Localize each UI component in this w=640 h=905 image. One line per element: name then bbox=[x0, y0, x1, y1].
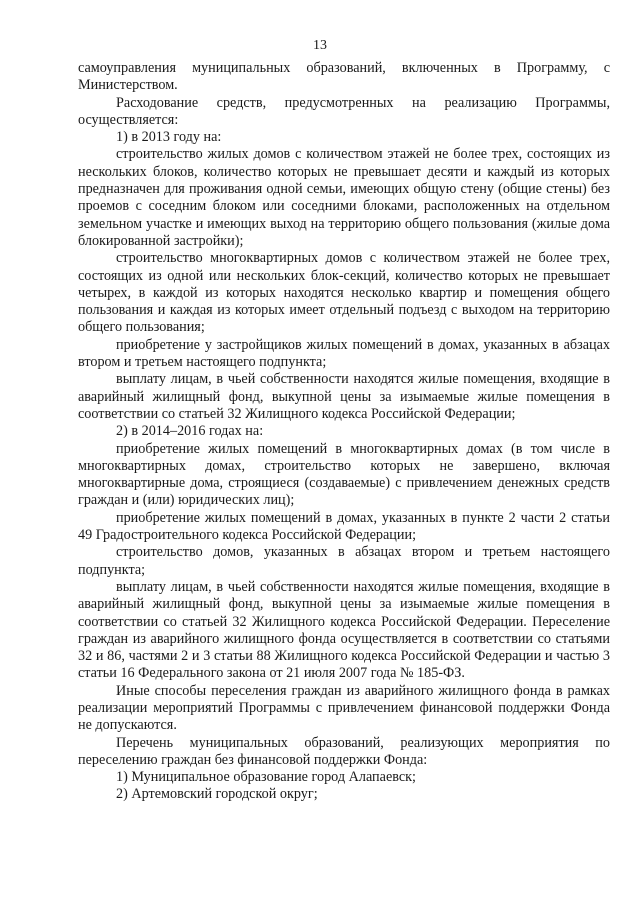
paragraph-acquisition-from-developers: приобретение у застройщиков жилых помещений в домах, указанных в абзацах втором и третьем настоящего подпункта; bbox=[78, 336, 610, 371]
paragraph-payment-to-owners-2013: выплату лицам, в чьей собственности находятся жилые помещения, входящие в аварийный жилищный фонд, выкупной цены за изымаемые жилые помещения в соответствии со статьей 32 Жилищного кодекса Российской Федерации; bbox=[78, 371, 610, 422]
paragraph-spending-intro: Расходование средств, предусмотренных на реализацию Программы, осуществляется: bbox=[78, 94, 610, 128]
document-body bbox=[78, 60, 610, 804]
paragraph-continuation: самоуправления муниципальных образований, включенных в Программу, с Министерством. bbox=[78, 60, 610, 94]
paragraph-other-methods: Иные способы переселения граждан из аварийного жилищного фонда в рамках реализации мероприятий Программы с привлечением финансовой поддержки Фонда не допускаются. bbox=[78, 682, 610, 734]
list-item-2014-2016: 2) в 2014–2016 годах на: bbox=[116, 423, 264, 440]
paragraph-acquisition-apartments: приобретение жилых помещений в многоквартирных домах (в том числе в многоквартирных домах, строительство которых не завершено, включая многоквартирные дома, строящиеся (создаваемые) с привлечением денежных средств граждан и (или) юридических лиц); bbox=[78, 440, 610, 509]
paragraph-apartment-buildings: строительство многоквартирных домов с количеством этажей не более трех, состоящих из одной или нескольких блок-секций, количество которых не превышает четырех, в каждой из которых находятся несколько квартир и помещения общего пользования и каждая из которых имеет отдельный подъезд с выходом на территорию общего пользования; bbox=[78, 250, 610, 336]
paragraph-payment-to-owners-2014: выплату лицам, в чьей собственности находятся жилые помещения, входящие в аварийный жилищный фонд, выкупной цены за изымаемые жилые помещения в соответствии со статьей 32 Жилищного кодекса Российской Федерации. Переселение граждан из аварийного жилищного фонда осуществляется в соответствии со статьями 32 и 86, частями 2 и 3 статьи 88 Жилищного кодекса Российской Федерации и частью 3 статьи 16 Федерального закона от 21 июля 2007 года № 185-ФЗ. bbox=[78, 578, 610, 682]
paragraph-construction: строительство домов, указанных в абзацах втором и третьем настоящего подпункта; bbox=[78, 544, 610, 578]
list-item-2013: 1) в 2013 году на: bbox=[116, 129, 222, 146]
paragraph-blocked-houses: строительство жилых домов с количеством этажей не более трех, состоящих из нескольких блоков, количество которых не превышает десяти и каждый из которых предназначен для проживания одной семьи, имеющих общую стену (общие стены) без проемов с соседним блоком или соседними блоками, расположенных на отдельном земельном участке и имеющих выход на территорию общего пользования (жилые дома блокированной застройки); bbox=[78, 146, 610, 249]
list-item-artemovsky: 2) Артемовский городской округ; bbox=[116, 786, 318, 803]
paragraph-acquisition-houses: приобретение жилых помещений в домах, указанных в пункте 2 части 2 статьи 49 Градостроительного кодекса Российской Федерации; bbox=[78, 509, 610, 544]
list-item-alapaevsk: 1) Муниципальное образование город Алапаевск; bbox=[116, 769, 416, 786]
paragraph-municipalities-list-intro: Перечень муниципальных образований, реализующих мероприятия по переселению граждан без финансовой поддержки Фонда: bbox=[78, 734, 610, 768]
page-number: 13 bbox=[313, 38, 327, 53]
